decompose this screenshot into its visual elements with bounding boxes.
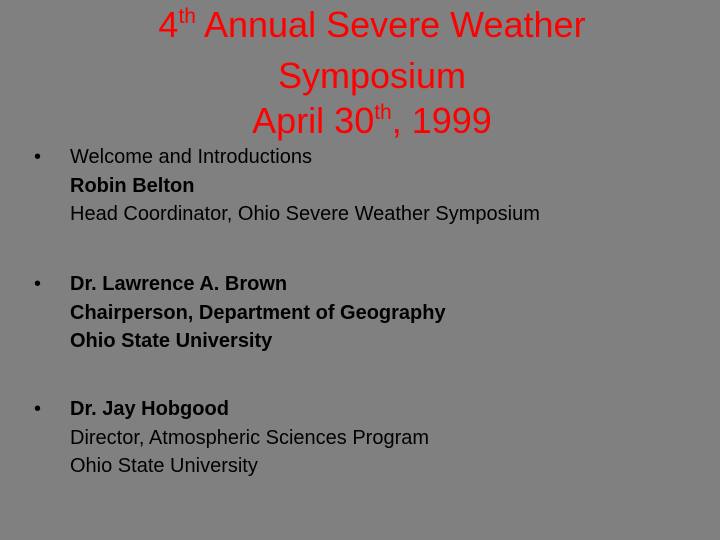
bullet-marker: • (34, 398, 42, 420)
speaker-title: Director, Atmospheric Sciences Program (70, 426, 430, 449)
speaker-affiliation: Ohio State University (70, 455, 258, 477)
bullet-text (70, 270, 446, 356)
title-date-suffix: th (374, 101, 392, 124)
title-date-year: , 1999 (391, 100, 492, 141)
title-line-1-text: Annual Severe Weather (195, 4, 586, 45)
bullet-marker: • (34, 273, 42, 295)
bullet-marker: • (34, 146, 42, 168)
speaker-name: Dr. Lawrence A. Brown (70, 273, 288, 295)
speaker-title: Head Coordinator, Ohio Severe Weather Symposium (70, 203, 540, 225)
speaker-name: Dr. Jay Hobgood (70, 398, 229, 420)
title-line-2: Symposium (277, 55, 467, 96)
speaker-name: Robin Belton (70, 174, 195, 197)
title-ordinal-suffix: th (178, 5, 196, 28)
bullet-text (70, 143, 540, 229)
title-ordinal-number: 4 (158, 4, 179, 45)
bullet-text (70, 395, 429, 481)
speaker-affiliation: Ohio State University (70, 330, 273, 352)
title-date-prefix: April 30 (252, 100, 375, 141)
agenda-heading: Welcome and Introductions (70, 146, 312, 168)
speaker-title: Chairperson, Department of Geography (70, 301, 446, 324)
